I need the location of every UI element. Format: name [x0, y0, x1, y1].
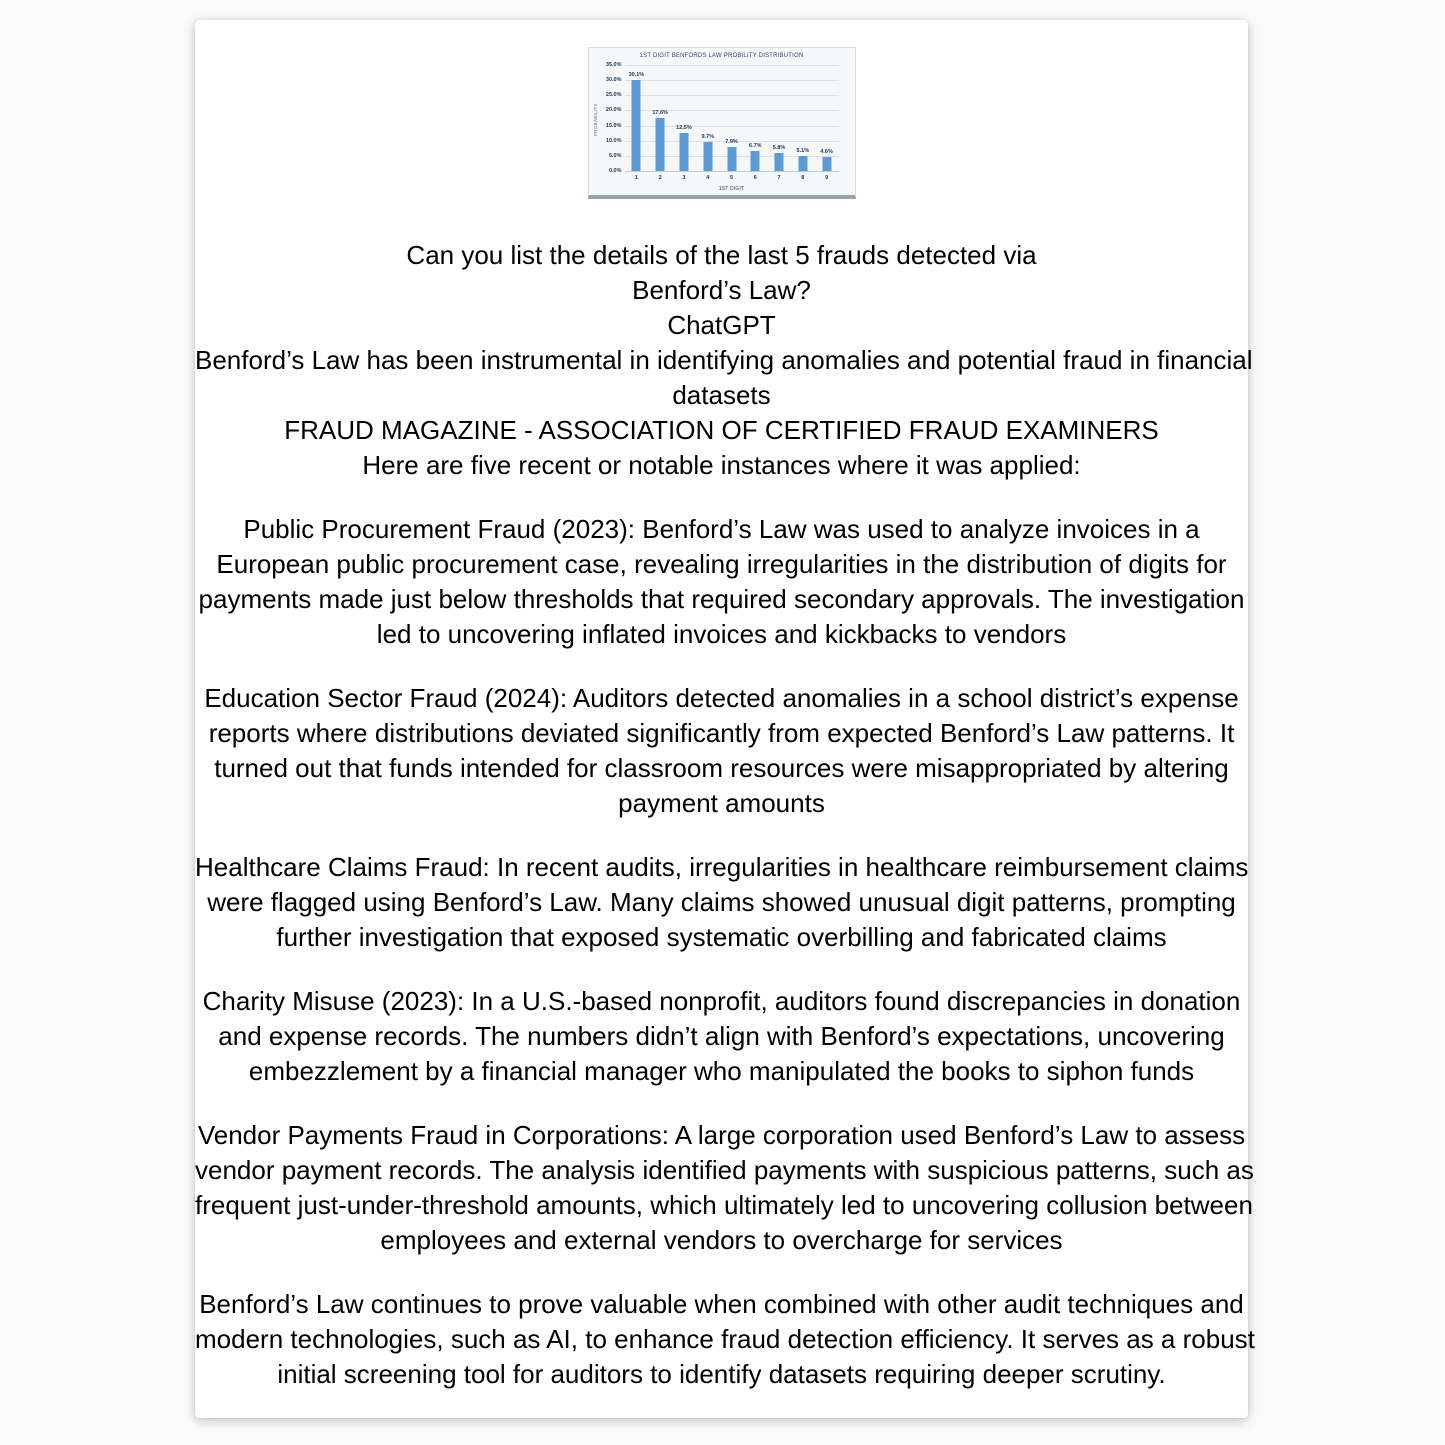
text-line: Public Procurement Fraud (2023): Benford’s Law was used to analyze invoices in a — [243, 514, 1200, 544]
x-tick-label: 8 — [801, 175, 805, 181]
x-tick-label: 4 — [706, 175, 710, 181]
text-line: Can you list the details of the last 5 frauds detected via — [406, 240, 1037, 270]
chart-y-axis-title: PROBABILITY — [592, 103, 598, 136]
text-line: Education Sector Fraud (2024): Auditors detected anomalies in a school district’s expense — [204, 683, 1239, 713]
gridline — [625, 65, 839, 66]
text-line: embezzlement by a financial manager who manipulated the books to siphon funds — [248, 1056, 1195, 1086]
x-tick-label: 5 — [729, 175, 734, 181]
charity-misuse — [195, 984, 1248, 1089]
y-tick-label: 25.0% — [605, 92, 622, 99]
bar-data-label: 12.5% — [676, 125, 692, 132]
education-sector-fraud — [195, 681, 1248, 821]
text-line: Benford’s Law continues to prove valuable when combined with other audit techniques and — [199, 1289, 1244, 1319]
benford-distribution-chart — [588, 47, 856, 199]
text-line: modern technologies, such as AI, to enhance fraud detection efficiency. It serves as a robust — [195, 1324, 1255, 1354]
text-line: reports where distributions deviated significantly from expected Benford’s Law patterns. It — [208, 718, 1235, 748]
text-line: Charity Misuse (2023): In a U.S.-based nonprofit, auditors found discrepancies in donation — [202, 986, 1241, 1016]
text-line: led to uncovering inflated invoices and kickbacks to vendors — [376, 619, 1067, 649]
y-tick-label: 0.0% — [608, 168, 622, 174]
x-tick-label: 3 — [682, 175, 686, 181]
text-line: ChatGPT — [667, 310, 776, 340]
x-tick-label: 1 — [634, 175, 638, 181]
bar-data-label: 5.8% — [772, 145, 786, 152]
bar-digit-7 — [775, 153, 784, 171]
bar-digit-2 — [656, 118, 665, 171]
text-line: Healthcare Claims Fraud: In recent audits, irregularities in healthcare reimbursement claims — [195, 852, 1249, 882]
bar-digit-5 — [727, 147, 736, 171]
text-line: were flagged using Benford’s Law. Many claims showed unusual digit patterns, prompting — [207, 887, 1236, 917]
chart-title: 1ST DIGIT BENFORDS LAW PROBILITY DISTRIBUTION — [639, 53, 804, 59]
y-tick-label: 10.0% — [605, 137, 622, 144]
x-tick-label: 9 — [825, 175, 829, 181]
bar-digit-3 — [679, 133, 688, 171]
bar-digit-6 — [751, 151, 760, 171]
y-tick-label: 20.0% — [605, 107, 622, 114]
bar-data-label: 17.6% — [652, 109, 668, 116]
bar-data-label: 30.1% — [628, 71, 645, 78]
x-tick-label: 7 — [777, 175, 781, 181]
bar-data-label: 4.6% — [820, 149, 833, 156]
y-tick-label: 5.0% — [608, 152, 622, 159]
bar-digit-8 — [798, 156, 807, 171]
document-page — [195, 20, 1255, 1418]
bar-data-label: 7.9% — [725, 139, 738, 146]
text-line: Vendor Payments Fraud in Corporations: A large corporation used Benford’s Law to assess — [197, 1120, 1246, 1150]
vendor-payments-fraud — [195, 1118, 1254, 1258]
text-line: employees and external vendors to overcharge for services — [380, 1225, 1063, 1255]
chart-x-axis-title: 1ST DIGIT — [718, 186, 745, 192]
public-procurement-fraud — [195, 512, 1248, 652]
text-line: Here are five recent or notable instances where it was applied: — [362, 450, 1081, 480]
text-line: European public procurement case, revealing irregularities in the distribution of digits for — [216, 549, 1227, 579]
text-line: payments made just below thresholds that required secondary approvals. The investigation — [198, 584, 1245, 614]
text-line: FRAUD MAGAZINE - ASSOCIATION OF CERTIFIED FRAUD EXAMINERS — [284, 415, 1159, 445]
bar-digit-4 — [703, 142, 712, 171]
y-tick-label: 35.0% — [605, 62, 622, 68]
question-and-intro — [195, 238, 1253, 483]
text-line: turned out that funds intended for classroom resources were misappropriated by altering — [214, 753, 1229, 783]
text-line: Benford’s Law has been instrumental in identifying anomalies and potential fraud in financial — [195, 345, 1253, 375]
healthcare-claims-fraud — [195, 850, 1248, 955]
bar-digit-1 — [632, 80, 641, 171]
text-line: datasets — [672, 380, 771, 410]
text-line: vendor payment records. The analysis identified payments with suspicious patterns, such as — [195, 1155, 1254, 1185]
document-text — [195, 238, 1255, 1392]
gridline — [625, 95, 839, 96]
text-line: frequent just-under-threshold amounts, which ultimately led to uncovering collusion between — [195, 1190, 1253, 1220]
bar-data-label: 9.7% — [701, 133, 714, 140]
bar-digit-9 — [822, 157, 831, 171]
x-tick-label: 2 — [658, 175, 662, 181]
bar-data-label: 6.7% — [748, 142, 762, 149]
text-line: and expense records. The numbers didn’t align with Benford’s expectations, uncovering — [218, 1021, 1225, 1051]
gridline — [625, 171, 839, 172]
text-line: initial screening tool for auditors to identify datasets requiring deeper scrutiny. — [277, 1359, 1166, 1389]
text-line: payment amounts — [618, 788, 825, 818]
conclusion — [195, 1287, 1255, 1392]
chart-plot-area — [605, 62, 839, 181]
bar-data-label: 5.1% — [796, 147, 810, 154]
y-tick-label: 15.0% — [605, 122, 622, 129]
text-line: Benford’s Law? — [632, 275, 811, 305]
x-tick-label: 6 — [753, 175, 757, 181]
text-line: further investigation that exposed systematic overbilling and fabricated claims — [276, 922, 1167, 952]
gridline — [625, 80, 839, 81]
y-tick-label: 30.0% — [605, 77, 622, 84]
